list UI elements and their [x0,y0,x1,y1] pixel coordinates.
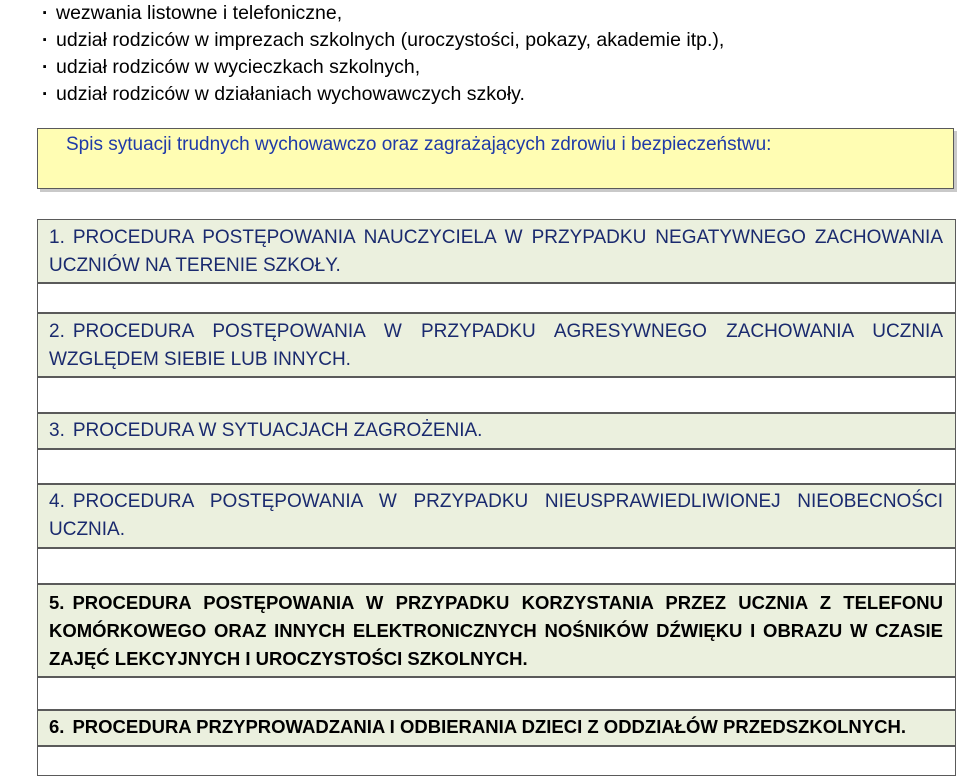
procedure-number: 2. [49,321,65,342]
list-item [42,81,724,108]
procedure-title-6 [49,713,943,741]
procedure-text: PROCEDURA POSTĘPOWANIA NAUCZYCIELA W PRZYPADKU NEGATYWNEGO ZACHOWANIA UCZNIÓW NA TERENIE SZKOŁY. [49,227,943,276]
procedure-title-3 [49,417,943,445]
procedure-title-5 [49,589,943,673]
procedure-text: PROCEDURA PRZYPROWADZANIA I ODBIERANIA DZIECI Z ODDZIAŁÓW PRZEDSZKOLNYCH. [72,716,906,737]
bullet-dot-icon: · [42,57,49,78]
procedure-number: 6. [49,716,65,737]
list-item-text: udział rodziców w działaniach wychowawczych szkoły. [56,83,525,105]
procedure-title-1 [49,224,943,280]
procedure-number: 5. [49,592,65,613]
procedure-text: PROCEDURA W SYTUACJACH ZAGROŻENIA. [72,420,483,441]
bullet-dot-icon: · [42,84,49,105]
list-item-text: udział rodziców w imprezach szkolnych (uroczystości, pokazy, akademie itp.), [56,29,725,51]
empty-row [37,746,956,776]
empty-row [37,677,956,710]
list-item-text: udział rodziców w wycieczkach szkolnych, [56,56,421,78]
empty-row [37,449,956,484]
procedure-text: PROCEDURA POSTĘPOWANIA W PRZYPADKU NIEUSPRAWIEDLIWIONEJ NIEOBECNOŚCI UCZNIA. [49,491,943,540]
bullet-dot-icon: · [42,30,49,51]
empty-row [37,283,956,313]
list-item [42,54,724,81]
procedure-text: PROCEDURA POSTĘPOWANIA W PRZYPADKU AGRESYWNEGO ZACHOWANIA UCZNIA WZGLĘDEM SIEBIE LUB INNYCH. [49,321,943,370]
procedure-title-2 [49,318,943,374]
procedure-text: PROCEDURA POSTĘPOWANIA W PRZYPADKU KORZYSTANIA PRZEZ UCZNIA Z TELEFONU KOMÓRKOWEGO ORAZ INNYCH ELEKTRONICZNYCH NOŚNIKÓW DŹWIĘKU I OBRAZU W CZASIE ZAJĘĆ LEKCYJNYCH I UROCZYSTOŚCI SZKOLNYCH. [49,592,943,669]
procedure-number: 3. [49,420,65,441]
list-item [42,0,724,27]
contact-methods-list [42,0,724,108]
list-item [42,27,724,54]
empty-row [37,548,956,584]
procedure-number: 1. [49,227,65,248]
section-heading: Spis sytuacji trudnych wychowawczo oraz zagrażających zdrowiu i bezpieczeństwu: [66,134,772,155]
bullet-dot-icon: · [42,3,49,24]
empty-row [37,377,956,413]
procedure-title-4 [49,488,943,544]
procedure-number: 4. [49,491,65,512]
list-item-text: wezwania listowne i telefoniczne, [56,2,343,24]
